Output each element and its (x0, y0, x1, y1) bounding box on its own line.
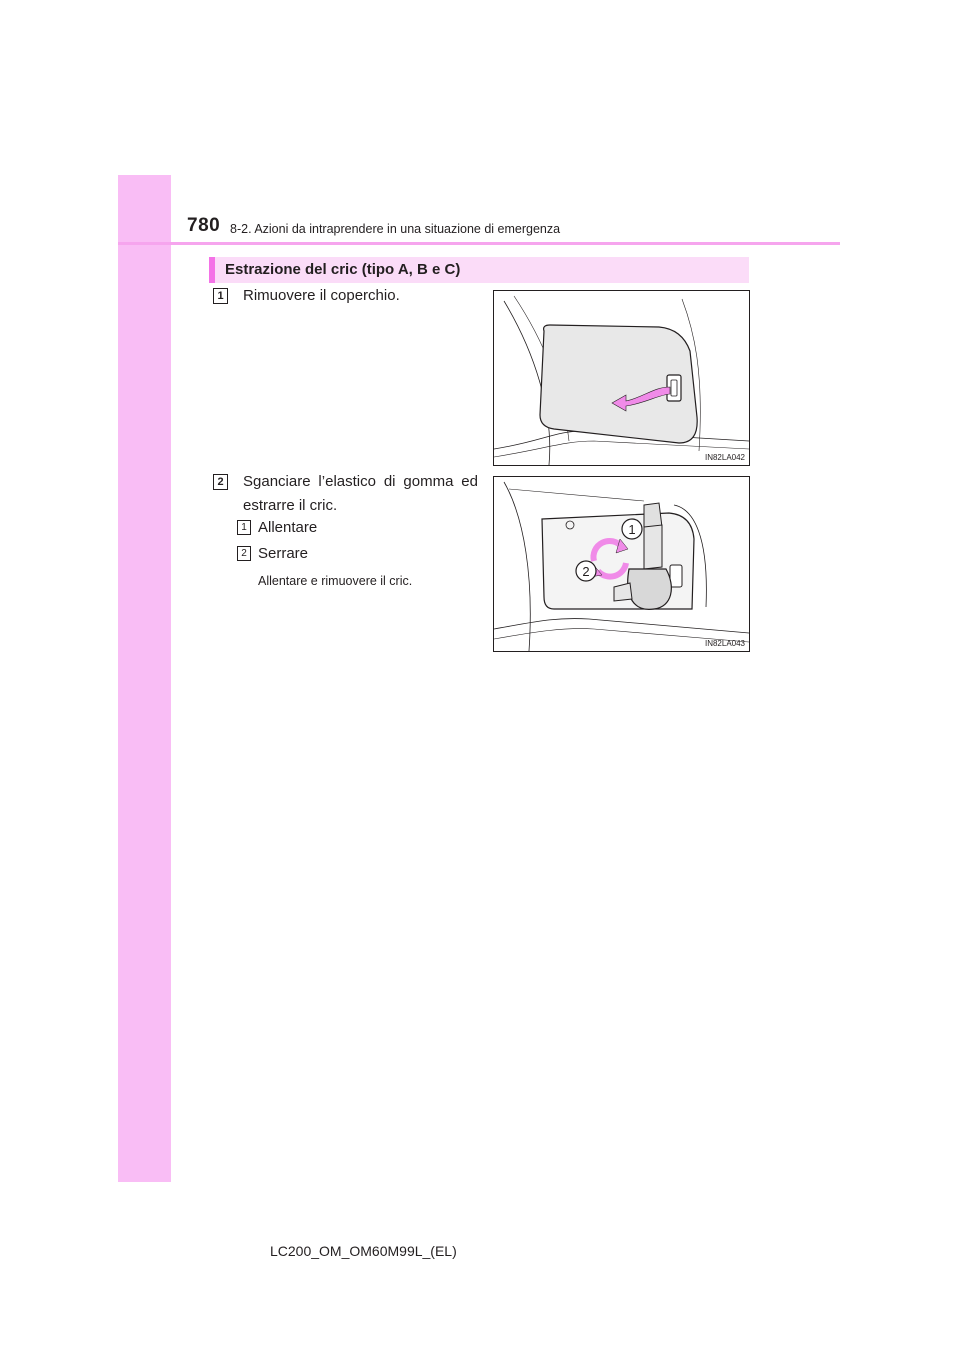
header-rule (118, 242, 840, 245)
side-color-band (118, 175, 171, 1182)
step-1-text: Rimuovere il coperchio. (243, 287, 400, 304)
callout-1-label: 1 (628, 522, 636, 537)
step-2-text-line1: Sganciare l’elastico di gomma ed (243, 473, 478, 490)
figure-release-jack (493, 476, 750, 652)
figure-remove-cover (493, 290, 750, 466)
footer-doc-id: LC200_OM_OM60M99L_(EL) (270, 1243, 457, 1259)
chapter-title: 8-2. Azioni da intraprendere in una situazione di emergenza (230, 222, 561, 236)
sub-item-loosen: Allentare (258, 519, 318, 536)
figure-code: IN82LA043 (704, 639, 745, 648)
sub-item-number-2: 2 (237, 546, 251, 561)
sub-item-number-1: 1 (237, 520, 251, 535)
section-header (209, 257, 749, 283)
jack-body (628, 569, 672, 609)
figure-code: IN82LA042 (704, 453, 745, 462)
cover-illustration (494, 291, 749, 465)
sub-item-tighten: Serrare (258, 545, 309, 562)
step-2-note: Allentare e rimuovere il cric. (258, 574, 413, 588)
jack-illustration (494, 477, 749, 651)
page-number: 780 (187, 215, 221, 236)
step-number-2: 2 (213, 474, 228, 490)
step-number-1: 1 (213, 288, 228, 304)
section-accent (209, 257, 215, 283)
step-2-text-line2: estrarre il cric. (243, 497, 338, 514)
section-title: Estrazione del cric (tipo A, B e C) (225, 261, 461, 278)
callout-2-label: 2 (582, 564, 590, 579)
